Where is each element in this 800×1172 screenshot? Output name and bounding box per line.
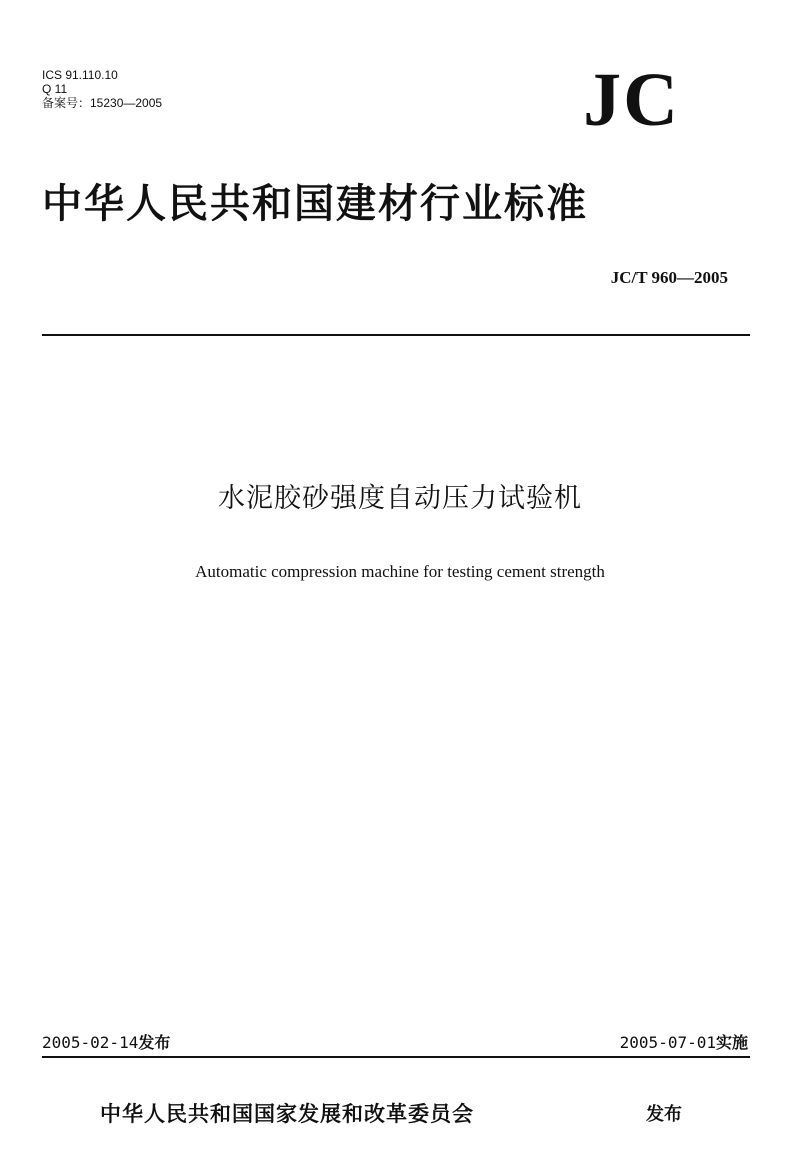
publish-label: 发布 <box>646 1104 682 1125</box>
effective-label: 实施 <box>715 1033 748 1052</box>
top-divider <box>42 334 750 336</box>
publisher-name: 中华人民共和国国家发展和改革委员会 <box>100 1102 474 1126</box>
document-title-en: Automatic compression machine for testing cement strength <box>195 562 605 581</box>
ics-code: ICS 91.110.10 <box>42 68 118 82</box>
ccs-code: Q 11 <box>42 82 68 96</box>
classification-block <box>42 68 162 110</box>
issue-date-block <box>42 1030 170 1053</box>
issue-date: 2005-02-14 <box>42 1033 139 1052</box>
standard-title: 中华人民共和国建材行业标准 <box>42 180 588 227</box>
document-title-cn: 水泥胶砂强度自动压力试验机 <box>218 483 582 514</box>
effective-date: 2005-07-01 <box>619 1033 716 1052</box>
issue-label: 发布 <box>138 1033 171 1052</box>
filing-number: 备案号：15230—2005 <box>42 96 163 110</box>
standard-number: JC/T 960—2005 <box>610 268 728 287</box>
bottom-divider <box>42 1056 750 1058</box>
jc-logo: JC <box>583 58 680 142</box>
effective-date-block <box>620 1030 748 1053</box>
